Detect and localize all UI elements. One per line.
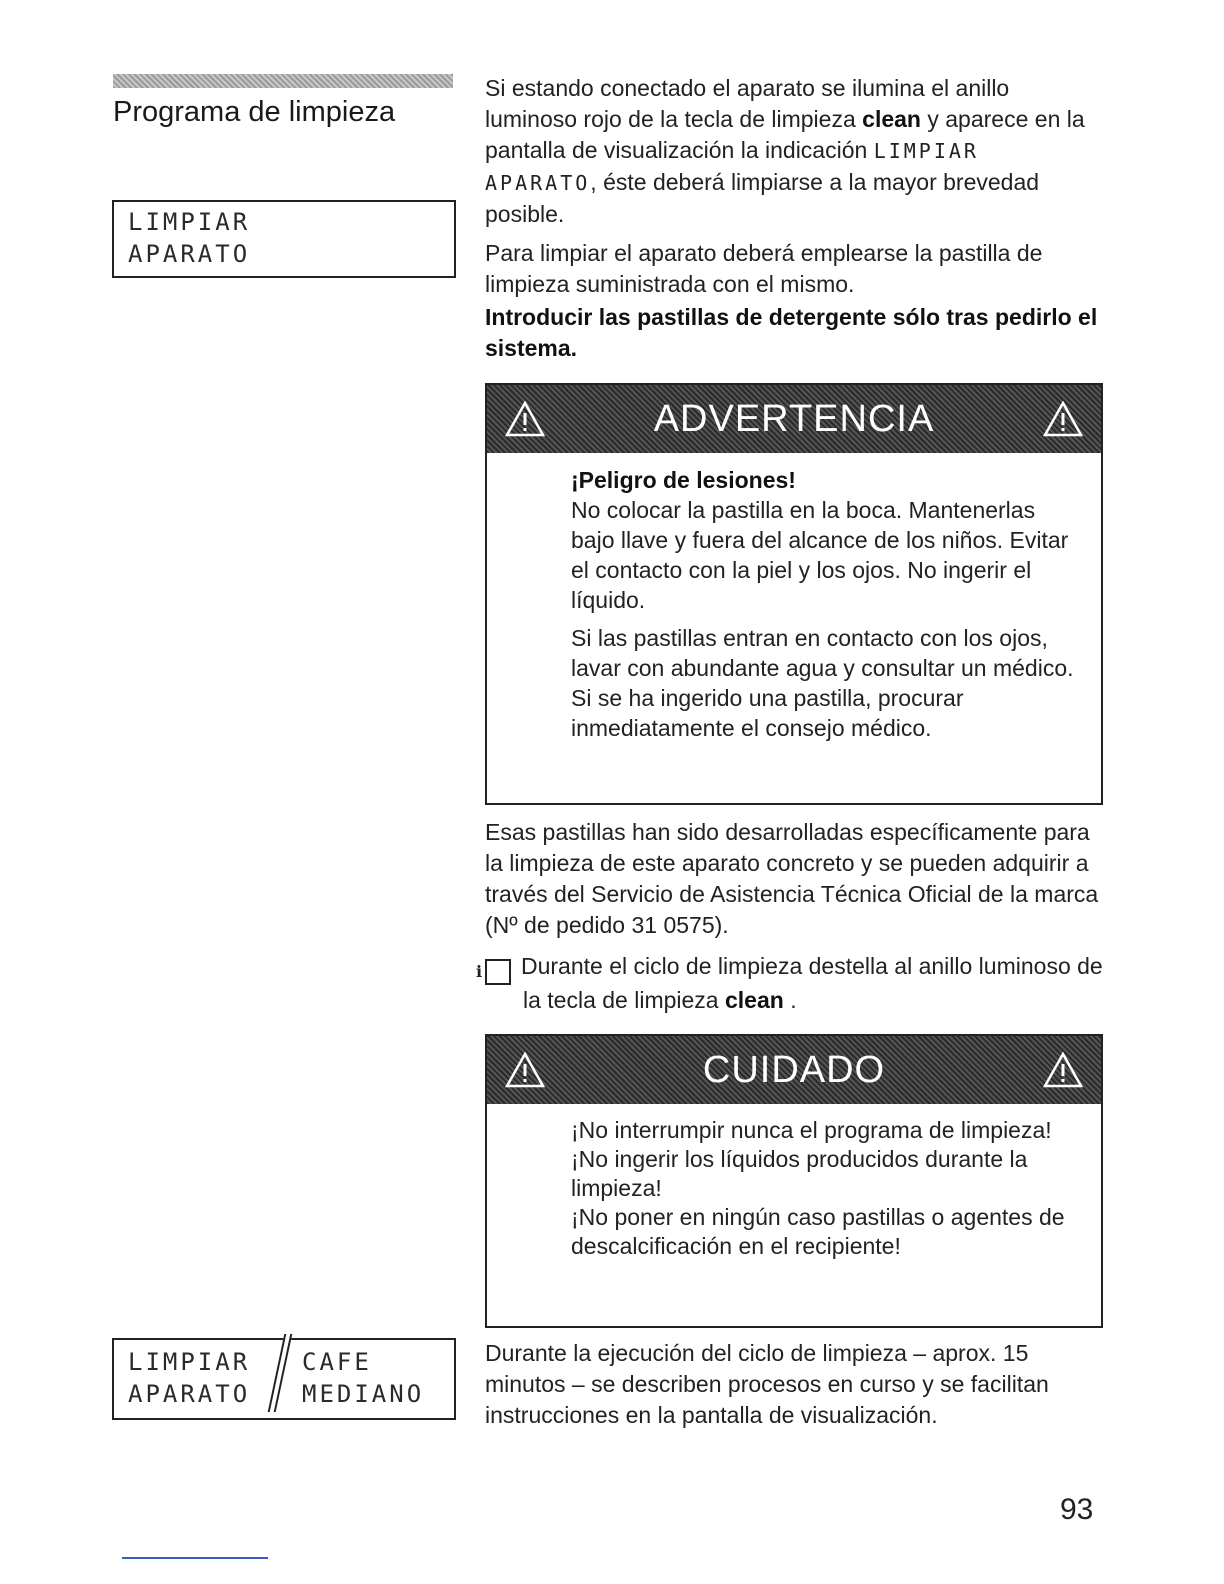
- warning-title: ADVERTENCIA: [653, 397, 935, 440]
- availability-paragraph: [475, 817, 1105, 1016]
- cycle-paragraph: [485, 1338, 1105, 1431]
- caution-title: CUIDADO: [702, 1048, 886, 1091]
- warning-paragraph-3: Si se ha ingerido una pastilla, procurar inmediatamente el consejo médico.: [571, 685, 964, 741]
- lcd-right-line-2: MEDIANO: [302, 1380, 425, 1408]
- paragraph-cycle: Durante la ejecución del ciclo de limpieza – aprox. 15 minutos – se describen procesos en curso y se facilitan instrucciones en la pantalla de visualización.: [485, 1340, 1049, 1428]
- caution-box: [485, 1034, 1103, 1328]
- lcd-divider: [268, 1334, 293, 1412]
- lcd-line-1: LIMPIAR: [128, 208, 251, 236]
- paragraph-availability: Esas pastillas han sido desarrolladas específicamente para la limpieza de este aparato concreto y se pueden adquirir a través del Servicio de Asistencia Técnica Oficial de la marca (Nº de pedido 31 0575).: [485, 819, 1099, 938]
- clean-key-label: clean: [725, 987, 784, 1013]
- warning-heading: ¡Peligro de lesiones!: [571, 467, 796, 493]
- footer-rule: [122, 1557, 268, 1559]
- info-icon: i: [485, 959, 511, 985]
- clean-key-label: clean: [862, 106, 921, 132]
- caution-line-2: ¡No ingerir los líquidos producidos durante la limpieza!: [571, 1146, 1028, 1201]
- intro-paragraph: [485, 73, 1105, 364]
- warning-body: [487, 453, 1101, 749]
- warning-paragraph-1: No colocar la pastilla en la boca. Mantenerlas bajo llave y fuera del alcance de los niños. Evitar el contacto con la piel y los ojos. No ingerir el líquido.: [571, 497, 1069, 613]
- lcd-left-line-2: APARATO: [128, 1380, 251, 1408]
- section-header-bar: [113, 74, 453, 88]
- caution-line-3: ¡No poner en ningún caso pastillas o agentes de descalcificación en el recipiente!: [571, 1204, 1065, 1259]
- lcd-line-2: APARATO: [128, 240, 251, 268]
- warning-paragraph-2: Si las pastillas entran en contacto con los ojos, lavar con abundante agua y consultar un médico.: [571, 625, 1074, 681]
- warning-triangle-icon: [1043, 1052, 1083, 1088]
- caution-header: [487, 1036, 1101, 1104]
- paragraph-bold-instruction: Introducir las pastillas de detergente sólo tras pedirlo el sistema.: [485, 304, 1098, 361]
- warning-box: [485, 383, 1103, 805]
- info-note: [475, 951, 1105, 1016]
- intro-text-3: , éste deberá limpiarse a la mayor brevedad posible.: [485, 169, 1040, 227]
- warning-triangle-icon: [505, 1052, 545, 1088]
- warning-triangle-icon: [505, 401, 545, 437]
- info-text-2: .: [783, 987, 797, 1013]
- lcd-right-line-1: CAFE: [302, 1348, 372, 1376]
- warning-triangle-icon: [1043, 401, 1083, 437]
- display-indication: LIMPIAR APARATO: [485, 139, 979, 195]
- lcd-display-limpiar-cafe: [112, 1338, 456, 1420]
- intro-text-2: y aparece en la pantalla de visualización la indicación: [485, 106, 1085, 163]
- lcd-display-limpiar: [112, 200, 456, 278]
- caution-line-1: ¡No interrumpir nunca el programa de limpieza!: [571, 1117, 1052, 1143]
- section-title: Programa de limpieza: [113, 96, 396, 128]
- caution-body: [487, 1104, 1101, 1267]
- lcd-left-line-1: LIMPIAR: [128, 1348, 251, 1376]
- paragraph-tablet: Para limpiar el aparato deberá emplearse la pastilla de limpieza suministrada con el mismo.: [485, 240, 1043, 297]
- intro-text-1: Si estando conectado el aparato se ilumina el anillo luminoso rojo de la tecla de limpieza: [485, 75, 1010, 132]
- warning-header: [487, 385, 1101, 453]
- info-text-1: Durante el ciclo de limpieza destella al anillo luminoso de la tecla de limpieza: [521, 953, 1103, 1013]
- page-number: 93: [1060, 1493, 1094, 1526]
